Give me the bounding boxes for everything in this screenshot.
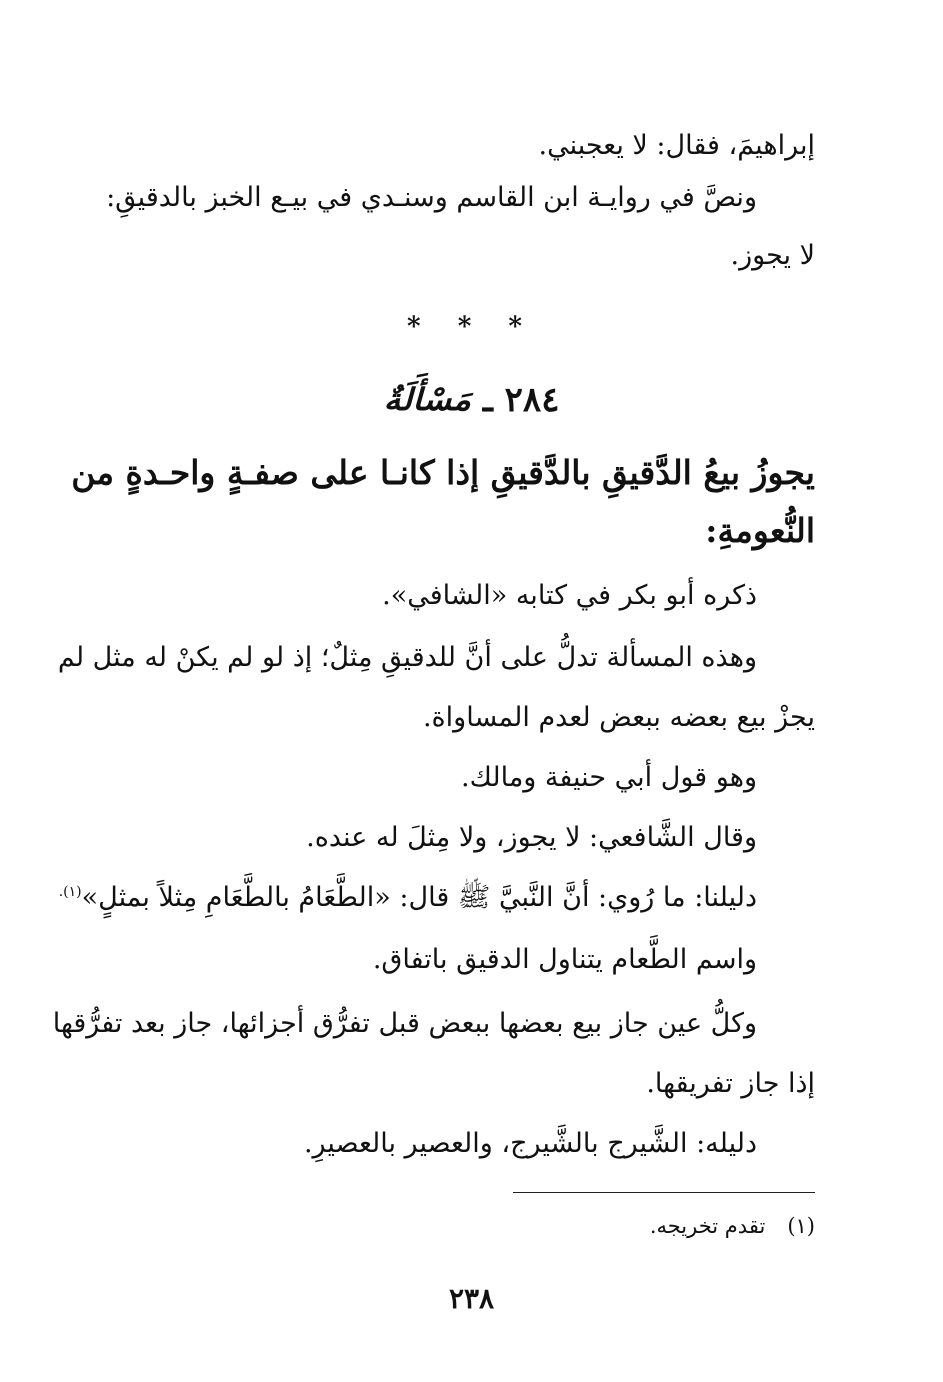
section-title: مَسْأَلَةٌ [383,382,472,418]
question-line-2: النُّعومةِ: [705,511,815,550]
section-separator: * * * [407,312,536,342]
text-line-1: إبراهيمَ، فقال: لا يعجبني. [538,130,815,161]
footnote-text: تقدم تخريجه. [649,1214,766,1238]
body-line-2: وهذه المسألة تدلُّ على أنَّ للدقيقِ مِثلٌ؛ إذ لو لم يكنْ له مثل لم [57,642,757,673]
body-line-8: وكلُّ عين جاز بيع بعضها ببعض قبل تفرُّق أجزائها، جاز بعد تفرُّقها [52,1008,757,1039]
body-line-1: ذكره أبو بكر في كتابه «الشافي». [382,580,757,611]
body-line-4: وهو قول أبي حنيفة ومالك. [461,762,757,793]
body-line-3: يجزْ بيع بعضه ببعض لعدم المساواة. [422,702,815,733]
body-line-7: واسم الطَّعام يتناول الدقيق باتفاق. [372,944,757,975]
text-line-3: لا يجوز. [730,240,815,271]
question-line-1: يجوزُ بيعُ الدَّقيقِ بالدَّقيقِ إذا كانـا على صفـةٍ واحـدةٍ من [71,453,815,492]
body-line-9: إذا جاز تفريقها. [646,1068,815,1099]
footnote-divider [513,1192,815,1193]
hadith-text: دليلنا: ما رُوي: أنَّ النَّبيَّ ﷺ قال: «الطَّعَامُ بالطَّعَامِ مِثلاً بمثلٍ» [81,882,757,913]
footnote [650,1214,815,1238]
page-number: ٢٣٨ [448,1282,495,1315]
body-line-6 [59,884,757,911]
body-line-5: وقال الشَّافعي: لا يجوز، ولا مِثلَ له عنده. [306,822,757,853]
text-line-2: ونصَّ في روايـة ابن القاسم وسنـدي في بيـع الخبز بالدقيقِ: [106,182,757,213]
section-heading [0,380,943,420]
section-number: ٢٨٤ ـ [482,380,560,420]
footnote-marker[interactable]: (١). [58,884,82,900]
footnote-number: (١) [787,1214,815,1238]
body-line-10: دليله: الشَّيرج بالشَّيرج، والعصير بالعصيرِ. [303,1128,757,1159]
